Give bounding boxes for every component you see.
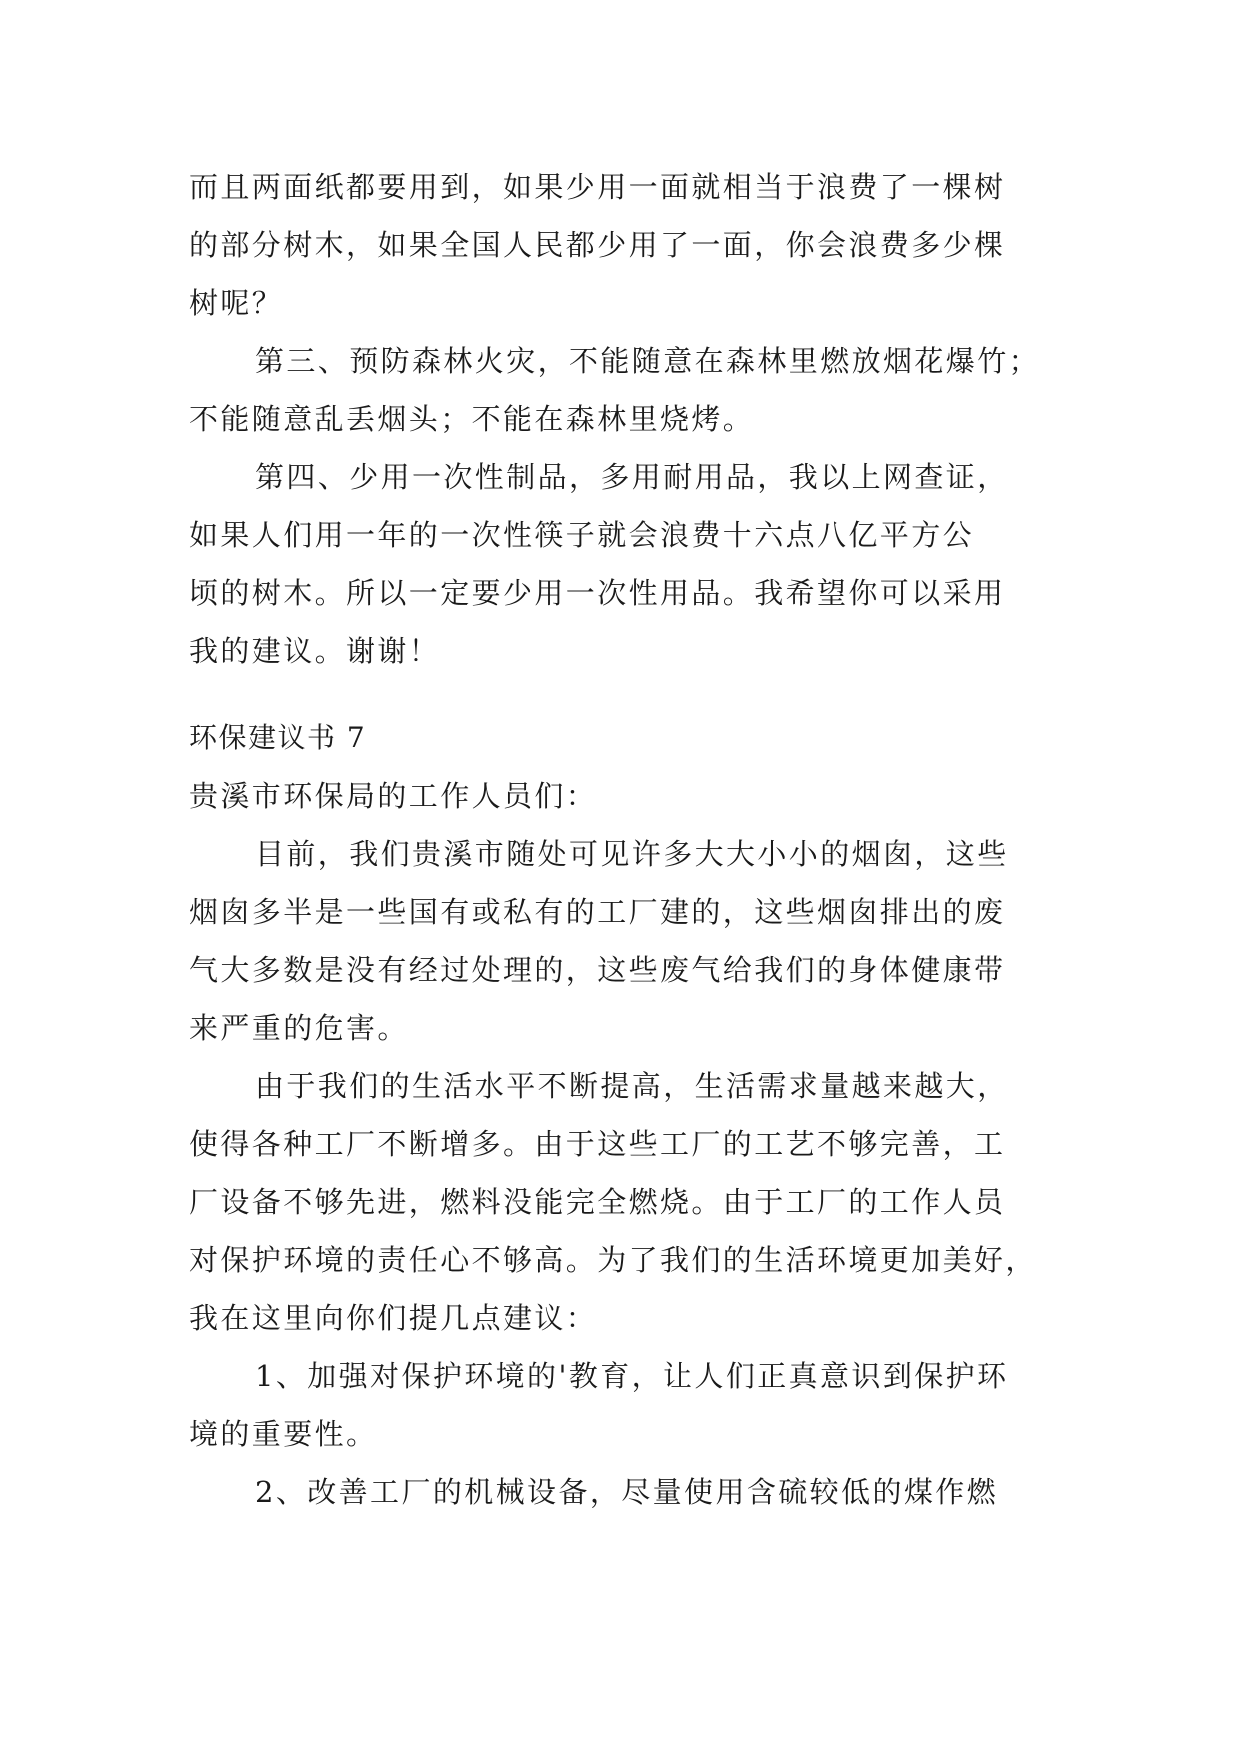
list-item: 2、改善工厂的机械设备，尽量使用含硫较低的煤作燃 <box>255 1475 999 1509</box>
list-item: 1、加强对保护环境的'教育，让人们正真意识到保护环 <box>255 1359 1009 1393</box>
text-line: 的部分树木，如果全国人民都少用了一面，你会浪费多少棵 <box>189 228 1006 262</box>
text-line: 我的建议。谢谢！ <box>189 634 441 668</box>
text-line: 树呢？ <box>189 286 284 320</box>
text-line: 第四、少用一次性制品，多用耐用品，我以上网查证， <box>255 460 1009 494</box>
text-line: 第三、预防森林火灾，不能随意在森林里燃放烟花爆竹； <box>255 344 1041 378</box>
text-line: 来严重的危害。 <box>189 1011 409 1045</box>
text-line: 烟囱多半是一些国有或私有的工厂建的，这些烟囱排出的废 <box>189 895 1006 929</box>
text-line: 由于我们的生活水平不断提高，生活需求量越来越大， <box>255 1069 1009 1103</box>
text-line: 气大多数是没有经过处理的，这些废气给我们的身体健康带 <box>189 953 1006 987</box>
text-line: 不能随意乱丢烟头；不能在森林里烧烤。 <box>189 402 755 436</box>
section-heading: 环保建议书 7 <box>189 721 367 754</box>
text-line: 我在这里向你们提几点建议： <box>189 1301 598 1335</box>
text-line: 境的重要性。 <box>189 1417 378 1451</box>
text-line: 对保护环境的责任心不够高。为了我们的生活环境更加美好， <box>189 1243 1037 1277</box>
text-line: 目前，我们贵溪市随处可见许多大大小小的烟囱，这些 <box>255 837 1009 871</box>
text-line: 使得各种工厂不断增多。由于这些工厂的工艺不够完善，工 <box>189 1127 1006 1161</box>
text-line: 而且两面纸都要用到，如果少用一面就相当于浪费了一棵树 <box>189 170 1006 204</box>
text-line: 顷的树木。所以一定要少用一次性用品。我希望你可以采用 <box>189 576 1006 610</box>
text-line: 如果人们用一年的一次性筷子就会浪费十六点八亿平方公 <box>189 518 975 552</box>
salutation: 贵溪市环保局的工作人员们： <box>189 779 598 813</box>
text-line: 厂设备不够先进，燃料没能完全燃烧。由于工厂的工作人员 <box>189 1185 1006 1219</box>
